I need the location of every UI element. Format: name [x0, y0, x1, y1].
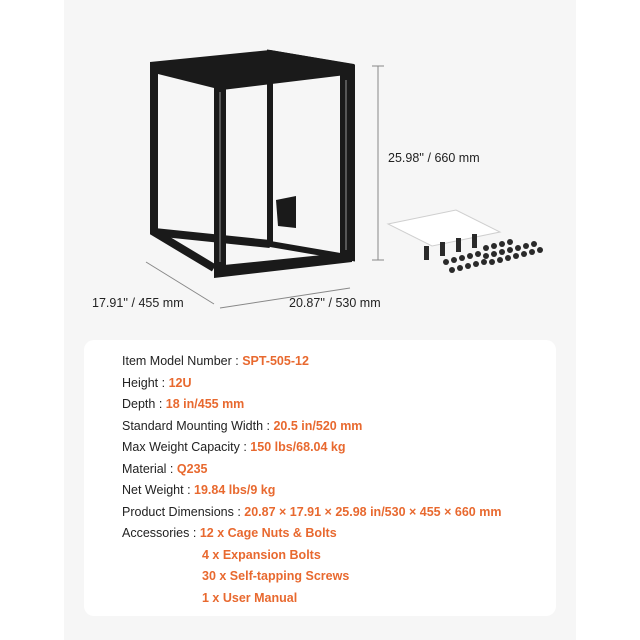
rack-left-frame [154, 66, 270, 268]
spec-row-model [122, 354, 309, 368]
rack-top-rail [150, 50, 354, 90]
spec-row-dimensions [122, 505, 501, 519]
rack-bracket [276, 196, 296, 228]
accessory-item: 12 x Cage Nuts & Bolts [199, 526, 337, 540]
spec-value: Q235 [176, 461, 208, 476]
rack-back-frame [270, 53, 352, 258]
spec-label: Accessories : [122, 526, 200, 540]
spec-label: Item Model Number : [122, 354, 243, 368]
spec-row-accessories [122, 526, 337, 540]
spec-value: 12U [168, 375, 192, 390]
spec-label: Standard Mounting Width : [122, 418, 274, 433]
accessory-item: 30 x Self-tapping Screws [202, 569, 350, 583]
spec-label: Material : [122, 461, 177, 476]
user-manual-image [388, 210, 500, 246]
spec-value: 19.84 lbs/9 kg [194, 483, 276, 497]
spec-value: 18 in/455 mm [165, 397, 245, 411]
spec-label: Product Dimensions : [122, 504, 245, 519]
spec-row-weight-capacity [122, 440, 346, 454]
width-dimension-label: 20.87'' / 530 mm [289, 296, 381, 310]
depth-dimension-label: 17.91'' / 455 mm [92, 296, 184, 310]
spec-value: 150 lbs/68.04 kg [250, 440, 346, 454]
mounting-holes [219, 80, 347, 262]
specifications-panel [84, 340, 556, 616]
height-dimension-label: 25.98'' / 660 mm [388, 151, 480, 165]
spec-row-mounting-width [122, 419, 362, 433]
spec-value: SPT-505-12 [242, 354, 309, 368]
spec-label: Depth : [122, 397, 166, 411]
spec-row-depth [122, 397, 244, 411]
spec-value: 20.87 × 17.91 × 25.98 in/530 × 455 × 660 mm [244, 504, 502, 519]
spec-value: 20.5 in/520 mm [273, 418, 363, 433]
spec-row-height [122, 376, 192, 390]
spec-label: Net Weight : [122, 483, 195, 497]
spec-label: Height : [122, 375, 169, 390]
rack-bottom-rail [214, 252, 352, 278]
spec-label: Max Weight Capacity : [122, 440, 251, 454]
accessory-item: 1 x User Manual [202, 590, 298, 605]
spec-row-net-weight [122, 483, 275, 497]
spec-row-material [122, 462, 207, 476]
accessory-item: 4 x Expansion Bolts [202, 547, 321, 562]
